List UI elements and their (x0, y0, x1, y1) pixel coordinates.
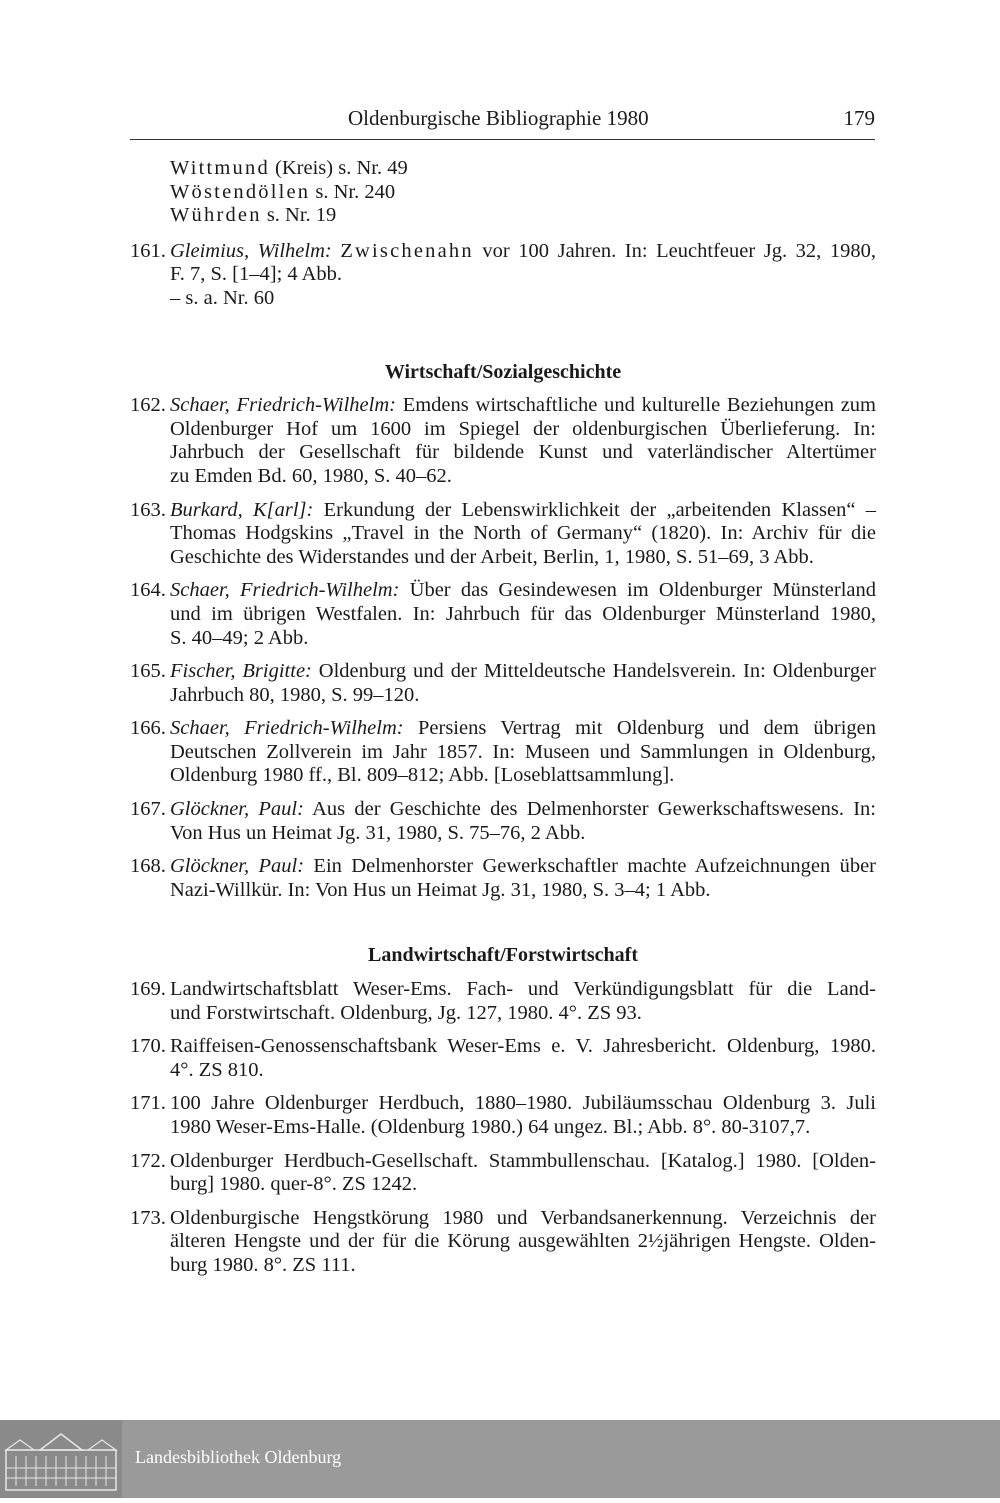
bibliography-entry (130, 499, 876, 570)
entry-line: Glöckner, Paul: Aus der Geschichte des Delmenhorster Gewerkschaftswesens. In: (170, 798, 876, 821)
running-header (130, 106, 875, 136)
entry-line: Jahrbuch 80, 1980, S. 99–120. (170, 683, 420, 706)
entry-author: Schaer, Friedrich-Wilhelm: (170, 394, 396, 417)
cross-reference: Wührden s. Nr. 19 (170, 204, 337, 227)
bibliography-entry (130, 1150, 876, 1197)
entry-number: 161. (130, 239, 166, 262)
entry-line: Schaer, Friedrich-Wilhelm: Emdens wirtschaftliche und kulturelle Beziehungen zum (170, 394, 877, 417)
footer-label: Landesbibliothek Oldenburg (135, 1447, 342, 1467)
entry-line: Raiffeisen-Genossenschaftsbank Weser-Ems e. V. Jahresbericht. Oldenburg, 1980. (170, 1035, 876, 1058)
entry-line: älteren Hengste und der für die Körung ausgewählten 2½jährigen Hengste. Olden- (170, 1230, 876, 1253)
cross-reference: Wöstendöllen s. Nr. 240 (170, 180, 396, 203)
footer-bar (0, 1420, 1000, 1498)
entry-line: und Forstwirtschaft. Oldenburg, Jg. 127, 1980. 4°. ZS 93. (170, 1001, 642, 1024)
entry-author: Fischer, Brigitte: (170, 660, 312, 683)
entry-line: F. 7, S. [1–4]; 4 Abb. (170, 263, 343, 286)
bibliography-entry (130, 1207, 876, 1278)
cross-reference-list (170, 157, 876, 228)
entry-number: 165. (130, 660, 166, 683)
entry-line: Oldenburg 1980 ff., Bl. 809–812; Abb. [Loseblattsammlung]. (170, 764, 675, 787)
entry-line: Jahrbuch der Gesellschaft für bildende Kunst und vaterländischer Altertümer (170, 441, 876, 464)
entry-line: burg] 1980. quer-8°. ZS 1242. (170, 1173, 418, 1196)
entry-number: 171. (130, 1092, 166, 1115)
entry-line: Oldenburger Hof um 1600 im Spiegel der oldenburgischen Überlieferung. In: (170, 417, 876, 440)
entry-line: zu Emden Bd. 60, 1980, S. 40–62. (170, 464, 452, 487)
bibliography-entry (130, 394, 876, 488)
library-building-icon (0, 1420, 122, 1498)
entry-line: Schaer, Friedrich-Wilhelm: Persiens Vertrag mit Oldenburg und dem übrigen (170, 717, 877, 740)
entry-author: Gleimius, Wilhelm: (170, 239, 332, 262)
entry-number: 168. (130, 855, 166, 878)
entry-author: Glöckner, Paul: (170, 855, 305, 878)
entry-author: Burkard, K[arl]: (170, 498, 314, 521)
bibliography-entry (130, 660, 876, 707)
entry-line: und im übrigen Westfalen. In: Jahrbuch für das Oldenburger Münsterland 1980, (170, 602, 876, 625)
entry-number: 169. (130, 978, 166, 1001)
entry-line: burg 1980. 8°. ZS 111. (170, 1253, 356, 1276)
entry-line: Von Hus un Heimat Jg. 31, 1980, S. 75–76, 2 Abb. (170, 821, 586, 844)
entry-line: 100 Jahre Oldenburger Herdbuch, 1880–1980. Jubiläumsschau Oldenburg 3. Juli (170, 1092, 876, 1115)
entry-line: Fischer, Brigitte: Oldenburg und der Mitteldeutsche Handelsverein. In: Oldenburger (170, 660, 876, 683)
header-title: Oldenburgische Bibliographie 1980 (348, 106, 649, 130)
entry-line: Burkard, K[arl]: Erkundung der Lebenswirklichkeit der „arbeitenden Klassen“ – (170, 498, 876, 521)
entry-line: Geschichte des Widerstandes und der Arbeit, Berlin, 1, 1980, S. 51–69, 3 Abb. (170, 545, 814, 568)
entry-author: Schaer, Friedrich-Wilhelm: (170, 579, 400, 602)
bibliography-entry (130, 240, 876, 311)
entry-author: Glöckner, Paul: (170, 798, 304, 821)
bibliography-entry (130, 1092, 876, 1139)
bibliography-entry (130, 1035, 876, 1082)
bibliography-entry (130, 798, 876, 845)
entry-line: Oldenburger Herdbuch-Gesellschaft. Stammbullenschau. [Katalog.] 1980. [Olden- (170, 1149, 876, 1172)
bibliography-entry (130, 978, 876, 1025)
bibliography-entry (130, 855, 876, 902)
entry-number: 173. (130, 1206, 166, 1229)
entry-line: Thomas Hodgskins „Travel in the North of Germany“ (1820). In: Archiv für die (170, 522, 876, 545)
bibliography-entry (130, 717, 876, 788)
entry-line: 4°. ZS 810. (170, 1058, 264, 1081)
entry-number: 172. (130, 1149, 166, 1172)
header-rule (130, 139, 875, 140)
section-heading: Landwirtschaft/Forstwirtschaft (368, 944, 638, 967)
entry-line: S. 40–49; 2 Abb. (170, 626, 309, 649)
entry-line: Landwirtschaftsblatt Weser-Ems. Fach- und Verkündigungsblatt für die Land- (170, 978, 876, 1001)
entry-number: 167. (130, 798, 166, 821)
entry-line: Schaer, Friedrich-Wilhelm: Über das Gesindewesen im Oldenburger Münsterland (170, 579, 876, 602)
entry-line: Gleimius, Wilhelm: Zwischenahn vor 100 Jahren. In: Leuchtfeuer Jg. 32, 1980, (170, 239, 876, 262)
page-number: 179 (843, 106, 875, 130)
cross-reference: Wittmund (Kreis) s. Nr. 49 (170, 157, 408, 179)
entry-number: 163. (130, 498, 166, 521)
entry-line: 1980 Weser-Ems-Halle. (Oldenburg 1980.) 64 ungez. Bl.; Abb. 8°. 80-3107,7. (170, 1116, 811, 1138)
entry-author: Schaer, Friedrich-Wilhelm: (170, 717, 404, 740)
entry-number: 170. (130, 1035, 166, 1058)
entry-number: 166. (130, 717, 166, 740)
entry-line: Nazi-Willkür. In: Von Hus un Heimat Jg. 31, 1980, S. 3–4; 1 Abb. (170, 878, 711, 901)
section-heading: Wirtschaft/Sozialgeschichte (384, 360, 622, 383)
entry-line: Oldenburgische Hengstkörung 1980 und Verbandsanerkennung. Verzeichnis der (170, 1206, 876, 1229)
entry-line: Glöckner, Paul: Ein Delmenhorster Gewerkschaftler machte Aufzeichnungen über (170, 855, 876, 878)
page-body (130, 157, 876, 1278)
entry-number: 162. (130, 394, 166, 417)
bibliography-entry (130, 579, 876, 650)
entry-number: 164. (130, 579, 166, 602)
entry-line: Deutschen Zollverein im Jahr 1857. In: Museen und Sammlungen in Oldenburg, (170, 740, 876, 763)
entry-line: – s. a. Nr. 60 (170, 286, 275, 309)
